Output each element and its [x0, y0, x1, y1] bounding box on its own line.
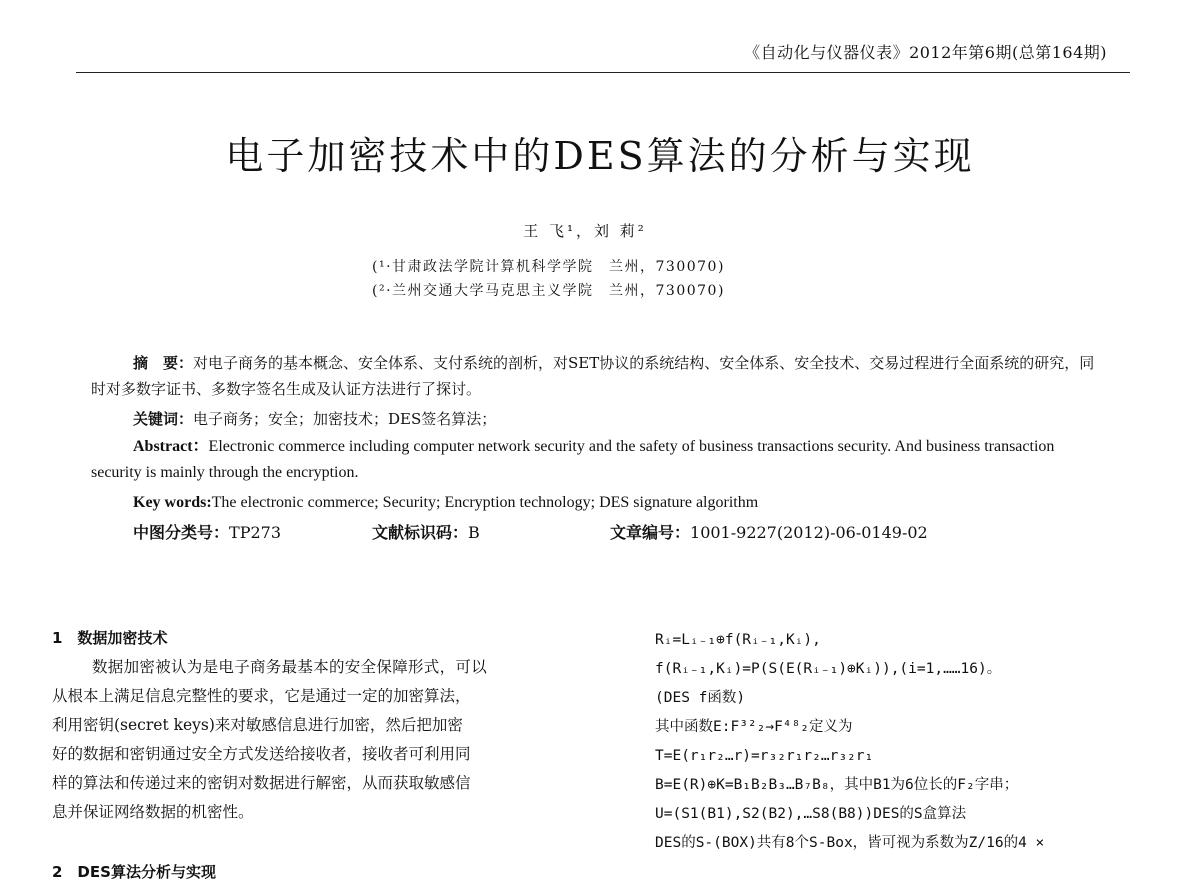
- section-1-line: 样的算法和传递过来的密钥对数据进行解密，从而获取敏感信: [52, 774, 471, 792]
- abstract-cn-text: 对电子商务的基本概念、安全体系、支付系统的剖析，对SET协议的系统结构、安全体系、安全技术、交易过程进行全面系统的研究，同时对多数字证书、多数字签名生成及认证方法进行了探讨。: [91, 354, 1095, 398]
- paper-title: 电子加密技术中的DES算法的分析与实现: [225, 134, 975, 178]
- formula-line: Rᵢ=Lᵢ₋₁⊕f(Rᵢ₋₁,Kᵢ),: [655, 632, 821, 648]
- abstract-cn: [91, 350, 1101, 402]
- keywords-cn-label: 关键词：: [133, 410, 194, 428]
- affiliation-1: (¹·甘肃政法学院计算机科学学院 兰州，730070): [372, 259, 725, 275]
- section-2: [52, 858, 582, 887]
- keywords-en-text: The electronic commerce; Security; Encryption technology; DES signature algorithm: [211, 494, 759, 511]
- right-column: [655, 626, 1175, 858]
- section-1-heading: 1 数据加密技术: [52, 629, 168, 647]
- authors: 王 飞¹，刘 莉²: [523, 222, 647, 240]
- keywords-en: [91, 490, 1101, 516]
- keywords-cn-text: 电子商务；安全；加密技术；DES签名算法；: [193, 410, 497, 428]
- article-number: [610, 520, 928, 543]
- keywords-en-label: Key words:: [133, 494, 212, 511]
- formula-line: B=E(R)⊕K=B₁B₂B₃…B₇B₈，其中B1为6位长的F₂字串；: [655, 777, 1019, 793]
- formula-line: T=E(r₁r₂…r)=r₃₂r₁r₂…r₃₂r₁: [655, 748, 874, 764]
- formula-line: U=(S1(B1),S2(B2),…S8(B8))DES的S盒算法: [655, 806, 967, 822]
- section-1-line: 利用密钥(secret keys)来对敏感信息进行加密，然后把加密: [52, 716, 463, 734]
- section-1-line: 数据加密被认为是电子商务最基本的安全保障形式，可以: [92, 658, 488, 676]
- doc-code: [372, 520, 480, 543]
- clc-number: [133, 520, 281, 543]
- abstract-en-text: Electronic commerce including computer network security and the safety of business transactions security. And business transaction security is mainly through the encryption.: [91, 438, 1055, 481]
- abstract-cn-label: 摘 要：: [133, 354, 194, 372]
- abstract-en: [91, 434, 1101, 486]
- formula-line: DES的S-(BOX)共有8个S-Box，皆可视为系数为Z/16的4 ×: [655, 835, 1045, 851]
- article-value: 1001-9227(2012)-06-0149-02: [690, 523, 928, 542]
- article-label: 文章编号：: [610, 523, 691, 542]
- section-1-line: 息并保证网络数据的机密性。: [52, 803, 254, 821]
- header-rule: [76, 72, 1130, 73]
- abstract-en-label: Abstract：: [133, 438, 209, 455]
- clc-value: TP273: [229, 523, 281, 542]
- formula-line: 其中函数E:F³²₂→F⁴⁸₂定义为: [655, 719, 853, 735]
- section-2-heading: 2 DES算法分析与实现: [52, 863, 216, 881]
- left-column: [52, 624, 582, 827]
- affiliation-2: (²·兰州交通大学马克思主义学院 兰州，730070): [372, 283, 725, 299]
- keywords-cn: [91, 406, 1101, 432]
- journal-header: 《自动化与仪器仪表》2012年第6期(总第164期): [744, 43, 1107, 62]
- clc-label: 中图分类号：: [133, 523, 230, 542]
- doc-value: B: [468, 523, 480, 542]
- formula-line: (DES f函数): [655, 690, 746, 706]
- formula-line: f(Rᵢ₋₁,Kᵢ)=P(S(E(Rᵢ₋₁)⊕Kᵢ)),(i=1,……16)。: [655, 661, 1002, 677]
- section-1-line: 好的数据和密钥通过安全方式发送给接收者，接收者可利用同: [52, 745, 471, 763]
- doc-label: 文献标识码：: [372, 523, 469, 542]
- section-1-line: 从根本上满足信息完整性的要求，它是通过一定的加密算法，: [52, 687, 471, 705]
